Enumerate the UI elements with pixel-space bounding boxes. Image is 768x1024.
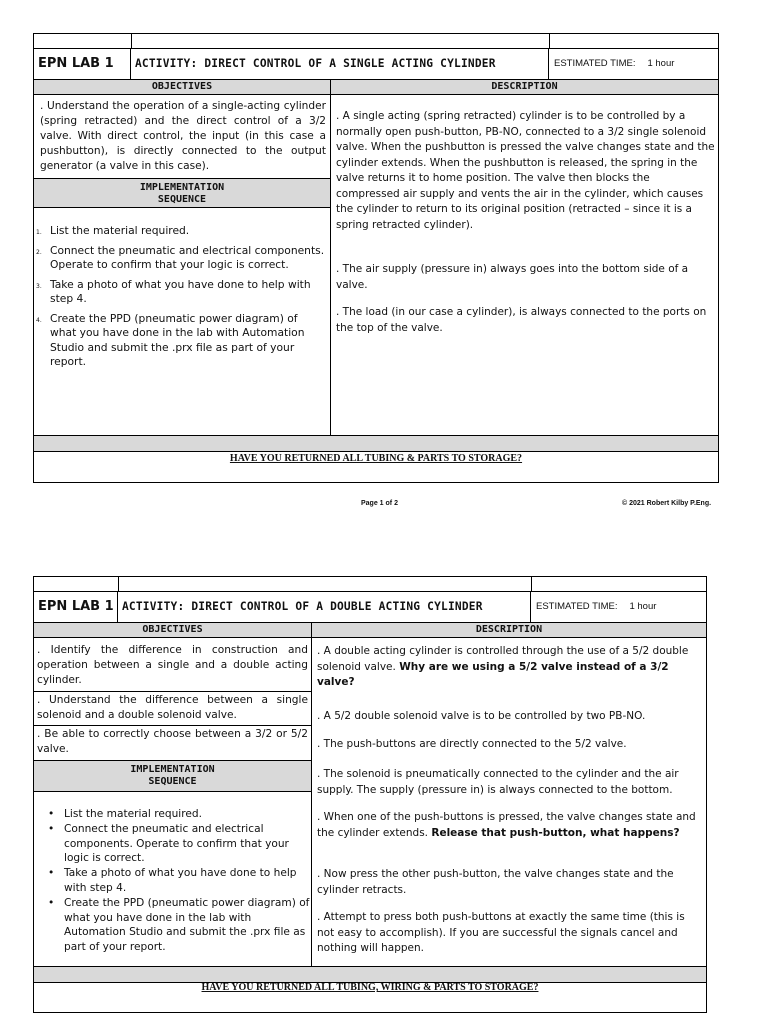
header-top-strip (34, 577, 706, 592)
step-item: 1. List the material required. (36, 224, 190, 237)
estimated-time (549, 48, 718, 79)
objective-item: . Understand the difference between a single solenoid and a double solenoid valve. (37, 694, 308, 721)
implementation-header (34, 760, 311, 792)
description-item: . When one of the push-buttons is pressed, the valve changes state and the cylinder extends. Release that push-button, what happens? (317, 811, 696, 839)
description-item: . A single acting (spring retracted) cylinder is to be controlled by a normally open push-button, PB-NO, connected to a 3/2 single solenoid valve. When the pushbutton is pressed the valve changes state and the cylinder extends. When the pushbutton is released, the spring in the valve returns it to home position. The valve then blocks the compressed air supply and vents the air in the cylinder, which causes the cylinder to return to its original position (retracted – since it is a spring retracted cylinder). (336, 110, 715, 231)
grey-separator (34, 966, 706, 983)
estimated-time-value: 1 hour (647, 58, 675, 69)
title-row (34, 48, 718, 80)
step-item: 4. Create the PPD (pneumatic power diagram) of what you have done in the lab with Automation Studio and submit the .prx file as part of your report. (36, 311, 305, 368)
activity-title: ACTIVITY: DIRECT CONTROL OF A DOUBLE ACTING CYLINDER (118, 591, 531, 622)
implementation-steps (36, 224, 326, 375)
step-item: • Connect the pneumatic and electrical components. Operate to confirm that your logic is correct. (48, 822, 289, 865)
lab-sheet-single-acting (33, 33, 719, 483)
estimated-time (531, 591, 706, 622)
implementation-header-line1: IMPLEMENTATION (130, 764, 215, 775)
grey-separator (34, 435, 718, 452)
copyright: © 2021 Robert Kilby P.Eng. (622, 500, 712, 507)
description-item: . The air supply (pressure in) always goes into the bottom side of a valve. (336, 263, 689, 291)
description-header: DESCRIPTION (312, 623, 706, 638)
objective-divider (34, 725, 311, 726)
column-divider (330, 80, 331, 435)
step-item: • List the material required. (48, 808, 202, 820)
storage-reminder: HAVE YOU RETURNED ALL TUBING, WIRING & PARTS TO STORAGE? (201, 982, 539, 993)
step-item: 3. Take a photo of what you have done to help with step 4. (36, 277, 311, 305)
estimated-time-label: ESTIMATED TIME: (536, 601, 618, 612)
estimated-time-value: 1 hour (629, 601, 657, 612)
objective-item: . Identify the difference in construction and operation between a single and a double acting cylinder. (37, 644, 308, 686)
lab-sheet-double-acting (33, 576, 707, 1013)
description-item: . The solenoid is pneumatically connected to the cylinder and the air supply. The supply (pressure in) is always connected to the bottom. (317, 768, 679, 796)
objectives-header: OBJECTIVES (34, 623, 311, 638)
description-item: . Now press the other push-button, the valve changes state and the cylinder retracts. (317, 868, 674, 896)
title-row (34, 591, 706, 623)
storage-reminder: HAVE YOU RETURNED ALL TUBING & PARTS TO STORAGE? (229, 453, 523, 464)
description-item: . The push-buttons are directly connected to the 5/2 valve. (317, 738, 627, 750)
lab-title: EPN LAB 1 (34, 48, 131, 79)
lab-title: EPN LAB 1 (34, 591, 118, 622)
column-divider (311, 623, 312, 966)
description-header: DESCRIPTION (331, 80, 718, 95)
description-item: . A double acting cylinder is controlled through the use of a 5/2 double solenoid valve. Why are we using a 5/2 valve instead of a 3/2 valve? (317, 645, 689, 688)
step-item: • Take a photo of what you have done to help with step 4. (48, 867, 297, 894)
estimated-time-label: ESTIMATED TIME: (554, 58, 636, 69)
page-number: Page 1 of 2 (361, 500, 398, 507)
description-item: . The load (in our case a cylinder), is always connected to the ports on the top of the valve. (336, 306, 707, 334)
objective-item: . Understand the operation of a single-acting cylinder (spring retracted) and the direct control of a 3/2 valve. With direct control, the input (in this case a pushbutton), is directly connected to the output generator (a valve in this case). (40, 100, 326, 172)
implementation-header-line2: SEQUENCE (148, 776, 197, 787)
description-item: . Attempt to press both push-buttons at exactly the same time (this is not easy to accomplish). If you are successful the signals cancel and nothing will happen. (317, 911, 685, 954)
activity-title: ACTIVITY: DIRECT CONTROL OF A SINGLE ACTING CYLINDER (131, 48, 549, 79)
description-question: Release that push-button, what happens? (431, 826, 680, 839)
implementation-header-line2: SEQUENCE (157, 194, 207, 205)
header-top-strip (34, 34, 718, 49)
objective-item: . Be able to correctly choose between a 3/2 or 5/2 valve. (37, 728, 308, 755)
implementation-header (34, 178, 330, 208)
description-item: . A 5/2 double solenoid valve is to be controlled by two PB-NO. (317, 710, 646, 722)
objective-divider (34, 691, 311, 692)
implementation-header-line1: IMPLEMENTATION (139, 182, 225, 193)
objectives-header: OBJECTIVES (34, 80, 330, 95)
step-item: • Create the PPD (pneumatic power diagram) of what you have done in the lab with Automation Studio and submit the .prx file as part of your report. (48, 896, 310, 954)
implementation-steps (42, 807, 310, 955)
description-question: Why are we using a 5/2 valve instead of a 3/2 valve? (317, 660, 669, 688)
step-item: 2. Connect the pneumatic and electrical components. Operate to confirm that your logic is correct. (36, 243, 325, 271)
